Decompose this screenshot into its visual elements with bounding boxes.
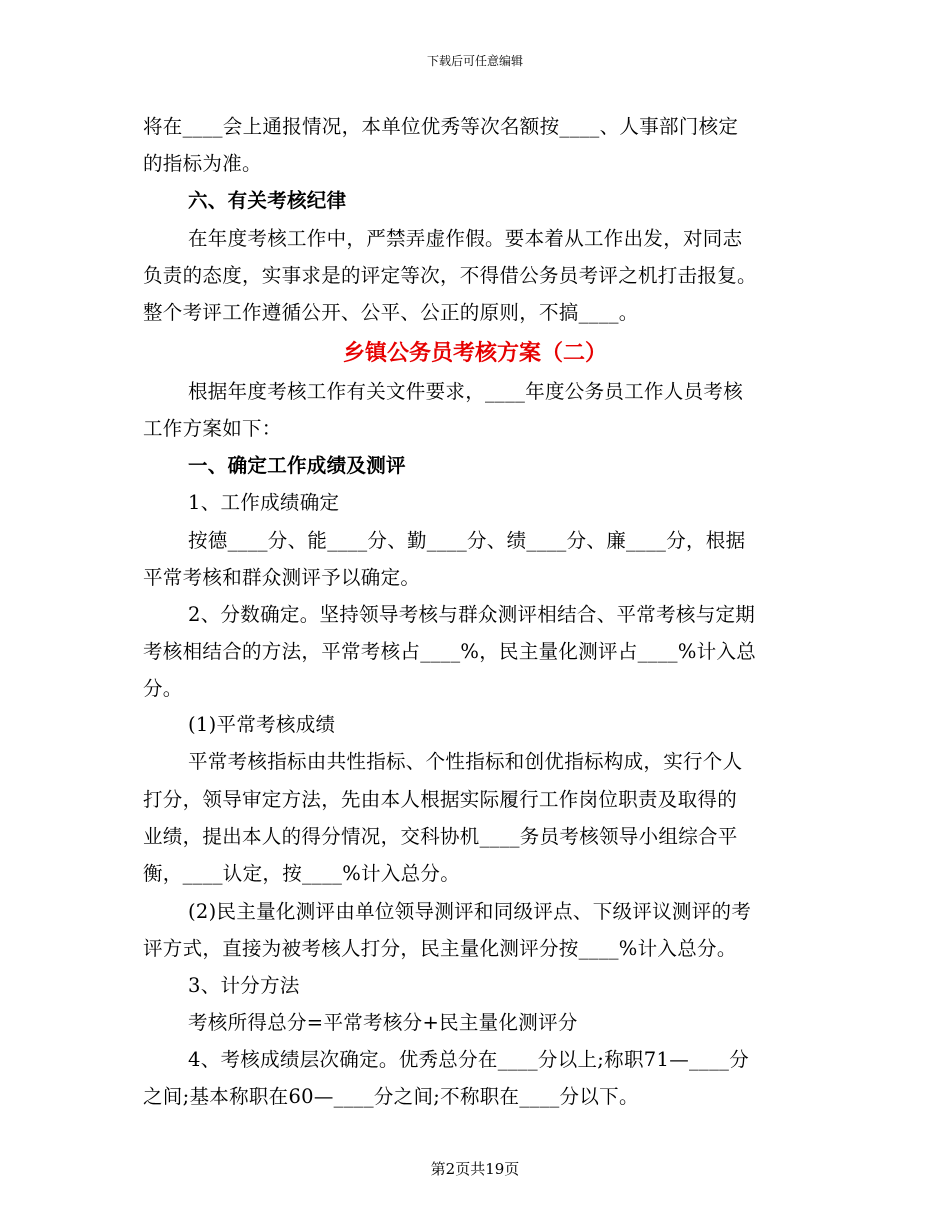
- paragraph-line: 打分，领导审定方法，先由本人根据实际履行工作岗位职责及取得的: [143, 788, 738, 811]
- paragraph-line: 平常考核和群众测评予以确定。: [143, 566, 421, 589]
- paragraph-line: 负责的态度，实事求是的评定等次，不得借公务员考评之机打击报复。: [143, 264, 757, 287]
- paragraph-line: 评方式，直接为被考核人打分，民主量化测评分按____%计入总分。: [143, 937, 737, 960]
- subsection-heading: 1、工作成绩确定: [188, 491, 340, 514]
- paragraph-line: 工作方案如下：: [143, 417, 282, 440]
- paragraph-line: 业绩，提出本人的得分情况，交科协机____务员考核领导小组综合平: [143, 825, 738, 848]
- paragraph-line: 根据年度考核工作有关文件要求，____年度公务员工作人员考核: [188, 380, 744, 403]
- subsection-heading: (1)平常考核成绩: [188, 713, 336, 736]
- paragraph-line: (2)民主量化测评由单位领导测评和同级评点、下级评议测评的考: [188, 900, 752, 923]
- paragraph-line: 考核所得总分=平常考核分+民主量化测评分: [188, 1011, 578, 1034]
- paragraph-line: 之间;基本称职在60—____分之间;不称职在____分以下。: [143, 1085, 639, 1108]
- section-heading: 六、有关考核纪律: [188, 189, 347, 212]
- paragraph-line: 4、考核成绩层次确定。优秀总分在____分以上;称职71—____分: [188, 1048, 749, 1071]
- paragraph-line: 将在____会上通报情况，本单位优秀等次名额按____、人事部门核定: [143, 115, 739, 138]
- subsection-heading: 3、计分方法: [188, 974, 300, 997]
- page-footer: 第2页共19页: [430, 1160, 520, 1178]
- paragraph-line: 分。: [143, 677, 183, 700]
- paragraph-line: 按德____分、能____分、勤____分、绩____分、廉____分，根据: [188, 529, 746, 552]
- paragraph-line: 整个考评工作遵循公开、公平、公正的原则，不搞____。: [143, 301, 639, 324]
- paragraph-line: 在年度考核工作中，严禁弄虚作假。要本着从工作出发，对同志: [188, 227, 743, 250]
- paragraph-line: 平常考核指标由共性指标、个性指标和创优指标构成，实行个人: [188, 750, 743, 773]
- paragraph-line: 考核相结合的方法，平常考核占____%，民主量化测评占____%计入总: [143, 640, 757, 663]
- paragraph-line: 衡，____认定，按____%计入总分。: [143, 862, 461, 885]
- page-header: 下载后可任意编辑: [426, 54, 523, 68]
- paragraph-line: 2、分数确定。坚持领导考核与群众测评相结合、平常考核与定期: [188, 603, 756, 626]
- section-heading: 一、确定工作成绩及测评: [188, 454, 406, 477]
- document-title: 乡镇公务员考核方案（二）: [342, 340, 607, 366]
- paragraph-line: 的指标为准。: [143, 152, 262, 175]
